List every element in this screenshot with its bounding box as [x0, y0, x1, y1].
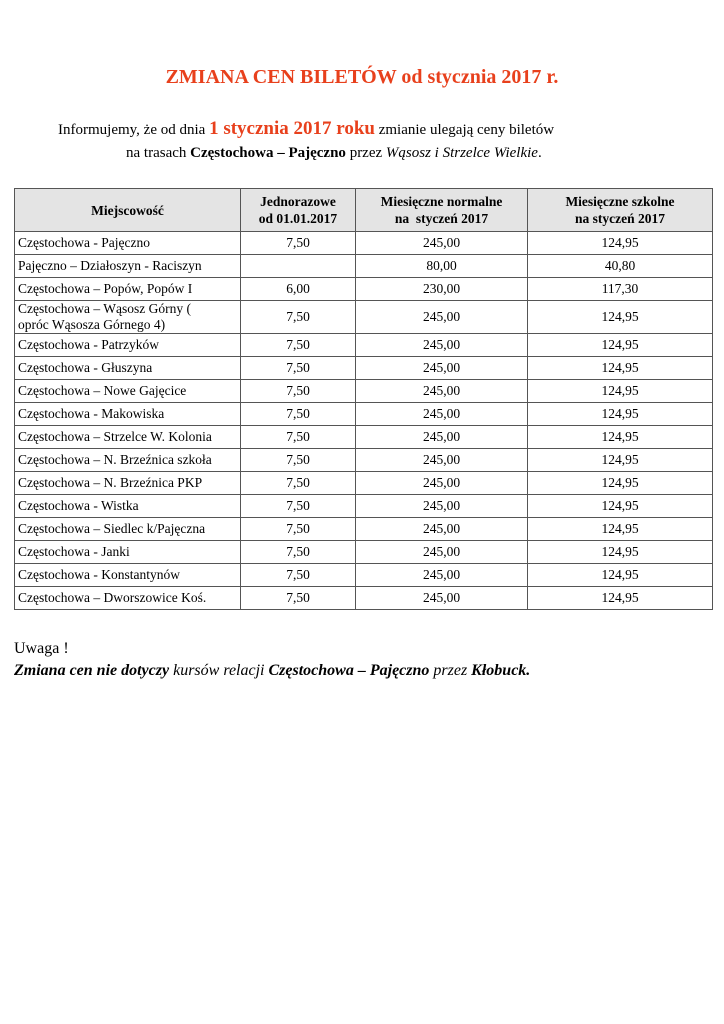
cell-monthly-school: 124,95 [528, 232, 713, 255]
cell-single: 7,50 [241, 426, 356, 449]
cell-monthly-school: 124,95 [528, 301, 713, 334]
cell-monthly-school: 124,95 [528, 541, 713, 564]
table-row [15, 518, 713, 541]
cell-single: 7,50 [241, 472, 356, 495]
cell-single: 7,50 [241, 380, 356, 403]
cell-place: Pajęczno – Działoszyn - Raciszyn [15, 255, 241, 278]
header-monthly-normal: Miesięczne normalne na styczeń 2017 [356, 189, 528, 232]
cell-monthly-school: 124,95 [528, 334, 713, 357]
cell-monthly-normal: 245,00 [356, 541, 528, 564]
intro-end: . [537, 145, 542, 161]
cell-single: 7,50 [241, 518, 356, 541]
cell-monthly-school: 124,95 [528, 564, 713, 587]
cell-monthly-normal: 245,00 [356, 495, 528, 518]
cell-single: 7,50 [241, 564, 356, 587]
cell-monthly-school: 124,95 [528, 518, 713, 541]
cell-monthly-normal: 80,00 [356, 255, 528, 278]
cell-monthly-normal: 245,00 [356, 357, 528, 380]
cell-monthly-normal: 245,00 [356, 564, 528, 587]
cell-place: Częstochowa – Popów, Popów I [15, 278, 241, 301]
intro-via: przez [345, 145, 386, 161]
table-header-row [15, 189, 713, 232]
cell-monthly-school: 124,95 [528, 426, 713, 449]
cell-single: 6,00 [241, 278, 356, 301]
cell-single: 7,50 [241, 403, 356, 426]
intro-line-2 [126, 145, 542, 162]
table-row [15, 232, 713, 255]
cell-monthly-normal: 245,00 [356, 403, 528, 426]
page-title: ZMIANA CEN BILETÓW od stycznia 2017 r. [165, 66, 559, 88]
cell-monthly-normal: 230,00 [356, 278, 528, 301]
note-text-1: kursów relacji [169, 662, 269, 679]
cell-single [241, 255, 356, 278]
note-bold-2: Częstochowa – Pajęczno [268, 662, 430, 679]
cell-place: Częstochowa – Siedlec k/Pajęczna [15, 518, 241, 541]
cell-monthly-school: 124,95 [528, 380, 713, 403]
cell-place: Częstochowa – Strzelce W. Kolonia [15, 426, 241, 449]
cell-monthly-school: 117,30 [528, 278, 713, 301]
cell-place: Częstochowa - Pajęczno [15, 232, 241, 255]
cell-single: 7,50 [241, 334, 356, 357]
table-row [15, 472, 713, 495]
cell-place: Częstochowa – Nowe Gajęcice [15, 380, 241, 403]
intro-suffix: zmianie ulegają ceny biletów [374, 122, 555, 138]
intro-route: Częstochowa – Pajęczno [190, 145, 346, 161]
intro-prefix: Informujemy, że od dnia [58, 122, 210, 138]
note-text [14, 662, 530, 680]
table-row [15, 495, 713, 518]
cell-place: Częstochowa - Patrzyków [15, 334, 241, 357]
cell-monthly-normal: 245,00 [356, 587, 528, 610]
cell-monthly-normal: 245,00 [356, 518, 528, 541]
cell-single: 7,50 [241, 541, 356, 564]
cell-monthly-normal: 245,00 [356, 426, 528, 449]
cell-monthly-school: 124,95 [528, 449, 713, 472]
cell-monthly-school: 124,95 [528, 495, 713, 518]
cell-place: Częstochowa – Wąsosz Górny ( opróc Wąsosza Górnego 4) [15, 301, 241, 334]
cell-monthly-school: 124,95 [528, 472, 713, 495]
note-bold-3: Kłobuck. [471, 662, 531, 679]
cell-monthly-normal: 245,00 [356, 301, 528, 334]
cell-monthly-normal: 245,00 [356, 380, 528, 403]
table-row [15, 255, 713, 278]
cell-single: 7,50 [241, 587, 356, 610]
intro-route-prefix: na trasach [126, 145, 191, 161]
cell-monthly-normal: 245,00 [356, 472, 528, 495]
cell-place: Częstochowa - Głuszyna [15, 357, 241, 380]
cell-single: 7,50 [241, 449, 356, 472]
intro-places: Wąsosz i Strzelce Wielkie [385, 145, 538, 161]
intro-date-highlight: 1 stycznia 2017 roku [209, 118, 375, 139]
cell-monthly-normal: 245,00 [356, 334, 528, 357]
cell-monthly-school: 40,80 [528, 255, 713, 278]
table-row [15, 278, 713, 301]
table-row [15, 301, 713, 334]
cell-single: 7,50 [241, 232, 356, 255]
cell-single: 7,50 [241, 357, 356, 380]
table-row [15, 426, 713, 449]
note-text-2: przez [429, 662, 472, 679]
table-row [15, 541, 713, 564]
price-table [14, 188, 713, 610]
cell-place: Częstochowa – Dworszowice Koś. [15, 587, 241, 610]
note-bold-1: Zmiana cen nie dotyczy [14, 662, 170, 679]
cell-place: Częstochowa - Konstantynów [15, 564, 241, 587]
note-heading: Uwaga ! [14, 640, 69, 657]
table-row [15, 403, 713, 426]
table-row [15, 587, 713, 610]
header-place: Miejscowość [15, 189, 241, 232]
cell-monthly-normal: 245,00 [356, 449, 528, 472]
table-row [15, 564, 713, 587]
intro-line-1 [58, 118, 554, 140]
cell-place: Częstochowa - Makowiska [15, 403, 241, 426]
cell-monthly-normal: 245,00 [356, 232, 528, 255]
cell-monthly-school: 124,95 [528, 587, 713, 610]
cell-place: Częstochowa – N. Brzeźnica szkoła [15, 449, 241, 472]
header-monthly-school: Miesięczne szkolne na styczeń 2017 [528, 189, 713, 232]
table-row [15, 380, 713, 403]
cell-place: Częstochowa - Wistka [15, 495, 241, 518]
cell-single: 7,50 [241, 495, 356, 518]
table-row [15, 357, 713, 380]
cell-place: Częstochowa – N. Brzeźnica PKP [15, 472, 241, 495]
table-row [15, 334, 713, 357]
header-single: Jednorazowe od 01.01.2017 [241, 189, 356, 232]
cell-monthly-school: 124,95 [528, 357, 713, 380]
cell-single: 7,50 [241, 301, 356, 334]
cell-place: Częstochowa - Janki [15, 541, 241, 564]
table-row [15, 449, 713, 472]
cell-monthly-school: 124,95 [528, 403, 713, 426]
